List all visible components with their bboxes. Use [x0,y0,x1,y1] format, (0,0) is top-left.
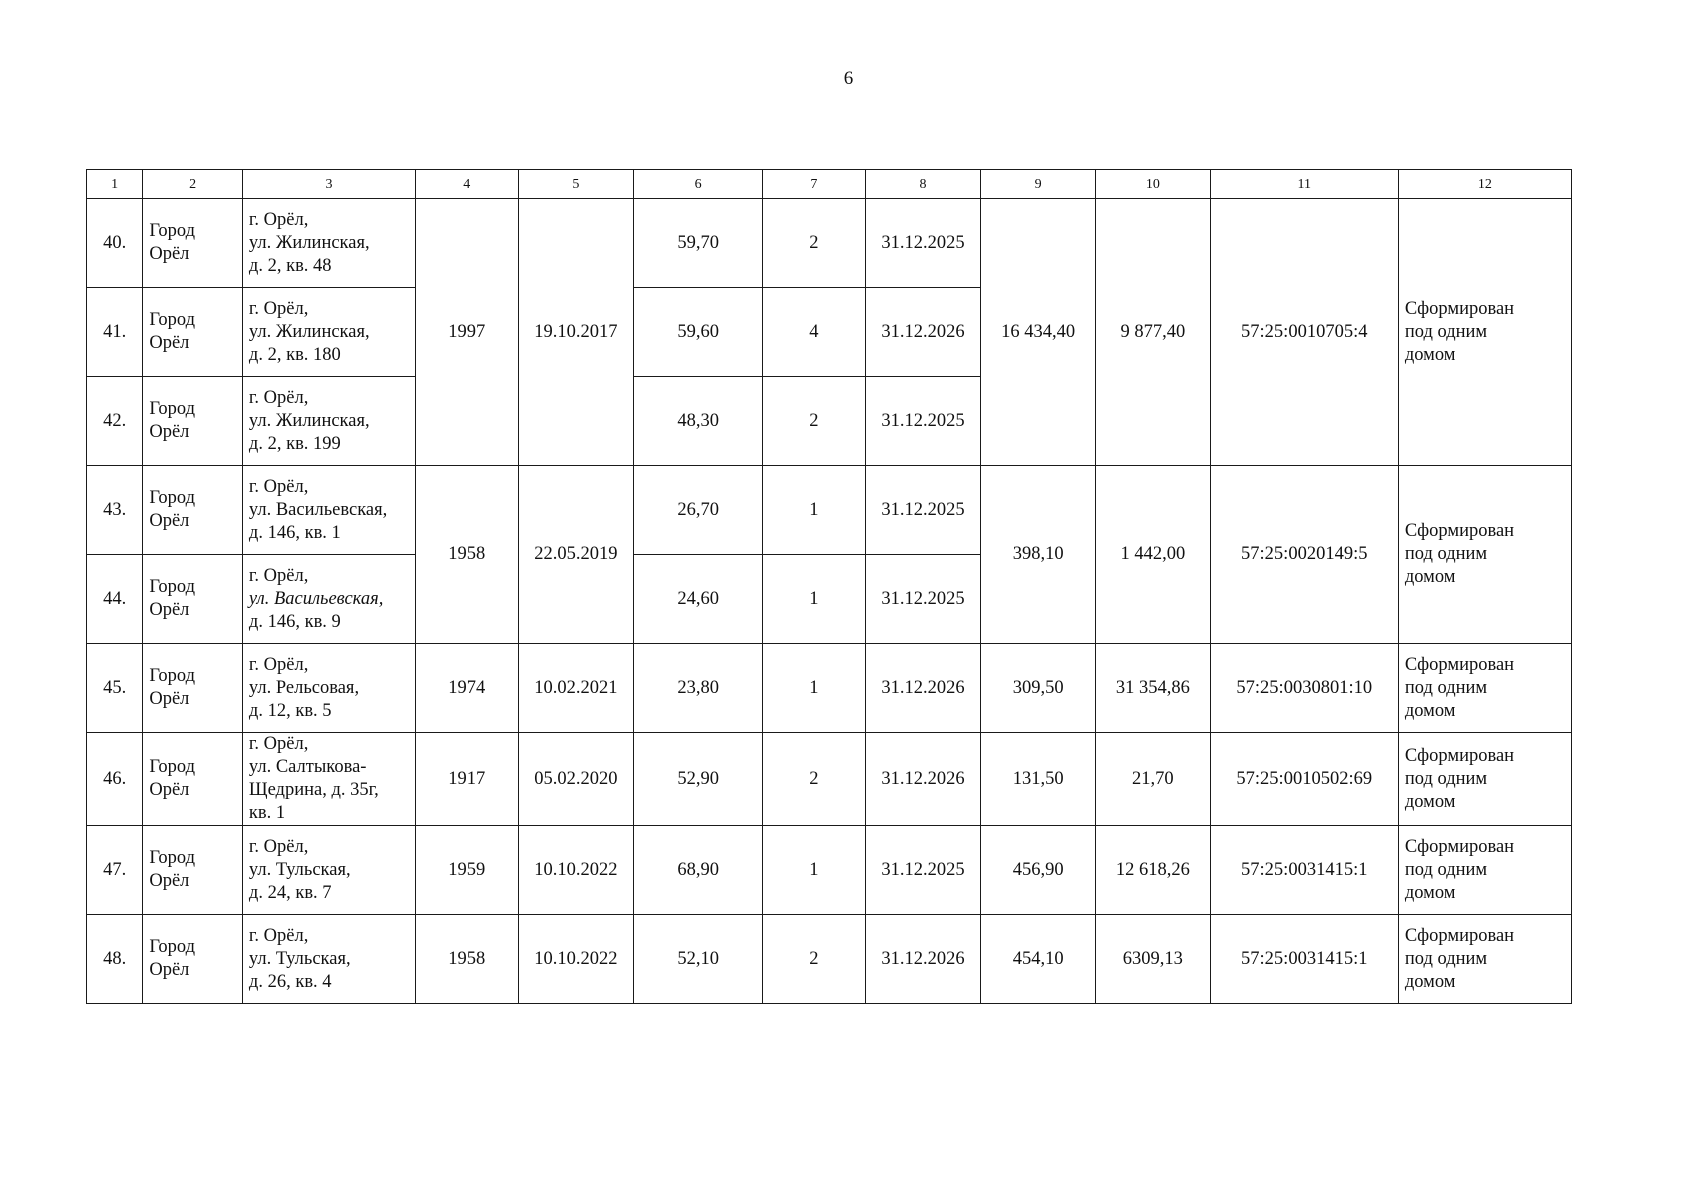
land-area: 309,50 [981,644,1096,733]
address: г. Орёл, ул. Тульская, д. 26, кв. 4 [242,915,415,1004]
deadline: 31.12.2025 [865,555,981,644]
row-number: 40. [87,199,143,288]
column-header: 2 [143,170,243,199]
cadastral-number: 57:25:0031415:1 [1210,915,1398,1004]
column-header: 12 [1398,170,1571,199]
residents: 1 [763,644,866,733]
land-status: Сформирован под одним домом [1398,199,1571,466]
row-number: 46. [87,733,143,826]
build-year: 1997 [415,199,518,466]
municipality: Город Орёл [143,288,243,377]
residents: 2 [763,915,866,1004]
cost: 12 618,26 [1096,826,1211,915]
cadastral-number: 57:25:0020149:5 [1210,466,1398,644]
cadastral-number: 57:25:0030801:10 [1210,644,1398,733]
build-year: 1974 [415,644,518,733]
address: г. Орёл, ул. Жилинская, д. 2, кв. 48 [242,199,415,288]
row-number: 47. [87,826,143,915]
row-number: 48. [87,915,143,1004]
deadline: 31.12.2025 [865,466,981,555]
municipality: Город Орёл [143,644,243,733]
municipality: Город Орёл [143,826,243,915]
deadline: 31.12.2026 [865,915,981,1004]
build-year: 1959 [415,826,518,915]
decision-date: 19.10.2017 [518,199,634,466]
row-number: 42. [87,377,143,466]
column-header: 1 [87,170,143,199]
cost: 31 354,86 [1096,644,1211,733]
land-area: 456,90 [981,826,1096,915]
build-year: 1958 [415,466,518,644]
cadastral-number: 57:25:0010502:69 [1210,733,1398,826]
row-number: 43. [87,466,143,555]
table-row [87,199,1572,288]
address: г. Орёл, ул. Жилинская, д. 2, кв. 199 [242,377,415,466]
area: 48,30 [634,377,763,466]
cost: 1 442,00 [1096,466,1211,644]
land-area: 398,10 [981,466,1096,644]
deadline: 31.12.2026 [865,644,981,733]
decision-date: 22.05.2019 [518,466,634,644]
municipality: Город Орёл [143,466,243,555]
municipality: Город Орёл [143,733,243,826]
address: г. Орёл, ул. Рельсовая, д. 12, кв. 5 [242,644,415,733]
area: 59,60 [634,288,763,377]
area: 26,70 [634,466,763,555]
land-status: Сформирован под одним домом [1398,644,1571,733]
municipality: Город Орёл [143,377,243,466]
table-row [87,466,1572,555]
residents: 2 [763,199,866,288]
area: 68,90 [634,826,763,915]
housing-registry-table [86,169,1572,1004]
deadline: 31.12.2026 [865,733,981,826]
residents: 2 [763,377,866,466]
address: г. Орёл, ул. Жилинская, д. 2, кв. 180 [242,288,415,377]
decision-date: 05.02.2020 [518,733,634,826]
residents: 1 [763,826,866,915]
land-area: 16 434,40 [981,199,1096,466]
cost: 6309,13 [1096,915,1211,1004]
cost: 9 877,40 [1096,199,1211,466]
land-area: 131,50 [981,733,1096,826]
column-header: 10 [1096,170,1211,199]
cost: 21,70 [1096,733,1211,826]
cadastral-number: 57:25:0010705:4 [1210,199,1398,466]
row-number: 44. [87,555,143,644]
deadline: 31.12.2025 [865,826,981,915]
area: 23,80 [634,644,763,733]
address: г. Орёл, ул. Салтыкова- Щедрина, д. 35г, кв. 1 [242,733,415,826]
area: 59,70 [634,199,763,288]
residents: 2 [763,733,866,826]
area: 24,60 [634,555,763,644]
land-status: Сформирован под одним домом [1398,915,1571,1004]
land-status: Сформирован под одним домом [1398,826,1571,915]
table-row [87,915,1572,1004]
column-header: 6 [634,170,763,199]
column-header: 11 [1210,170,1398,199]
address: г. Орёл, ул. Васильевская, д. 146, кв. 1 [242,466,415,555]
column-header: 5 [518,170,634,199]
deadline: 31.12.2025 [865,377,981,466]
deadline: 31.12.2026 [865,288,981,377]
column-header: 8 [865,170,981,199]
municipality: Город Орёл [143,199,243,288]
residents: 1 [763,555,866,644]
decision-date: 10.10.2022 [518,826,634,915]
column-header: 7 [763,170,866,199]
decision-date: 10.10.2022 [518,915,634,1004]
column-header: 3 [242,170,415,199]
page-number: 6 [843,68,854,89]
residents: 1 [763,466,866,555]
area: 52,90 [634,733,763,826]
residents: 4 [763,288,866,377]
build-year: 1917 [415,733,518,826]
row-number: 45. [87,644,143,733]
cadastral-number: 57:25:0031415:1 [1210,826,1398,915]
land-status: Сформирован под одним домом [1398,466,1571,644]
column-header: 9 [981,170,1096,199]
table-row [87,644,1572,733]
table-row [87,826,1572,915]
column-number-row [87,170,1572,199]
address: г. Орёл, ул. Васильевская, д. 146, кв. 9 [242,555,415,644]
area: 52,10 [634,915,763,1004]
land-area: 454,10 [981,915,1096,1004]
table-row [87,733,1572,826]
column-header: 4 [415,170,518,199]
decision-date: 10.02.2021 [518,644,634,733]
build-year: 1958 [415,915,518,1004]
row-number: 41. [87,288,143,377]
municipality: Город Орёл [143,915,243,1004]
land-status: Сформирован под одним домом [1398,733,1571,826]
deadline: 31.12.2025 [865,199,981,288]
address: г. Орёл, ул. Тульская, д. 24, кв. 7 [242,826,415,915]
municipality: Город Орёл [143,555,243,644]
